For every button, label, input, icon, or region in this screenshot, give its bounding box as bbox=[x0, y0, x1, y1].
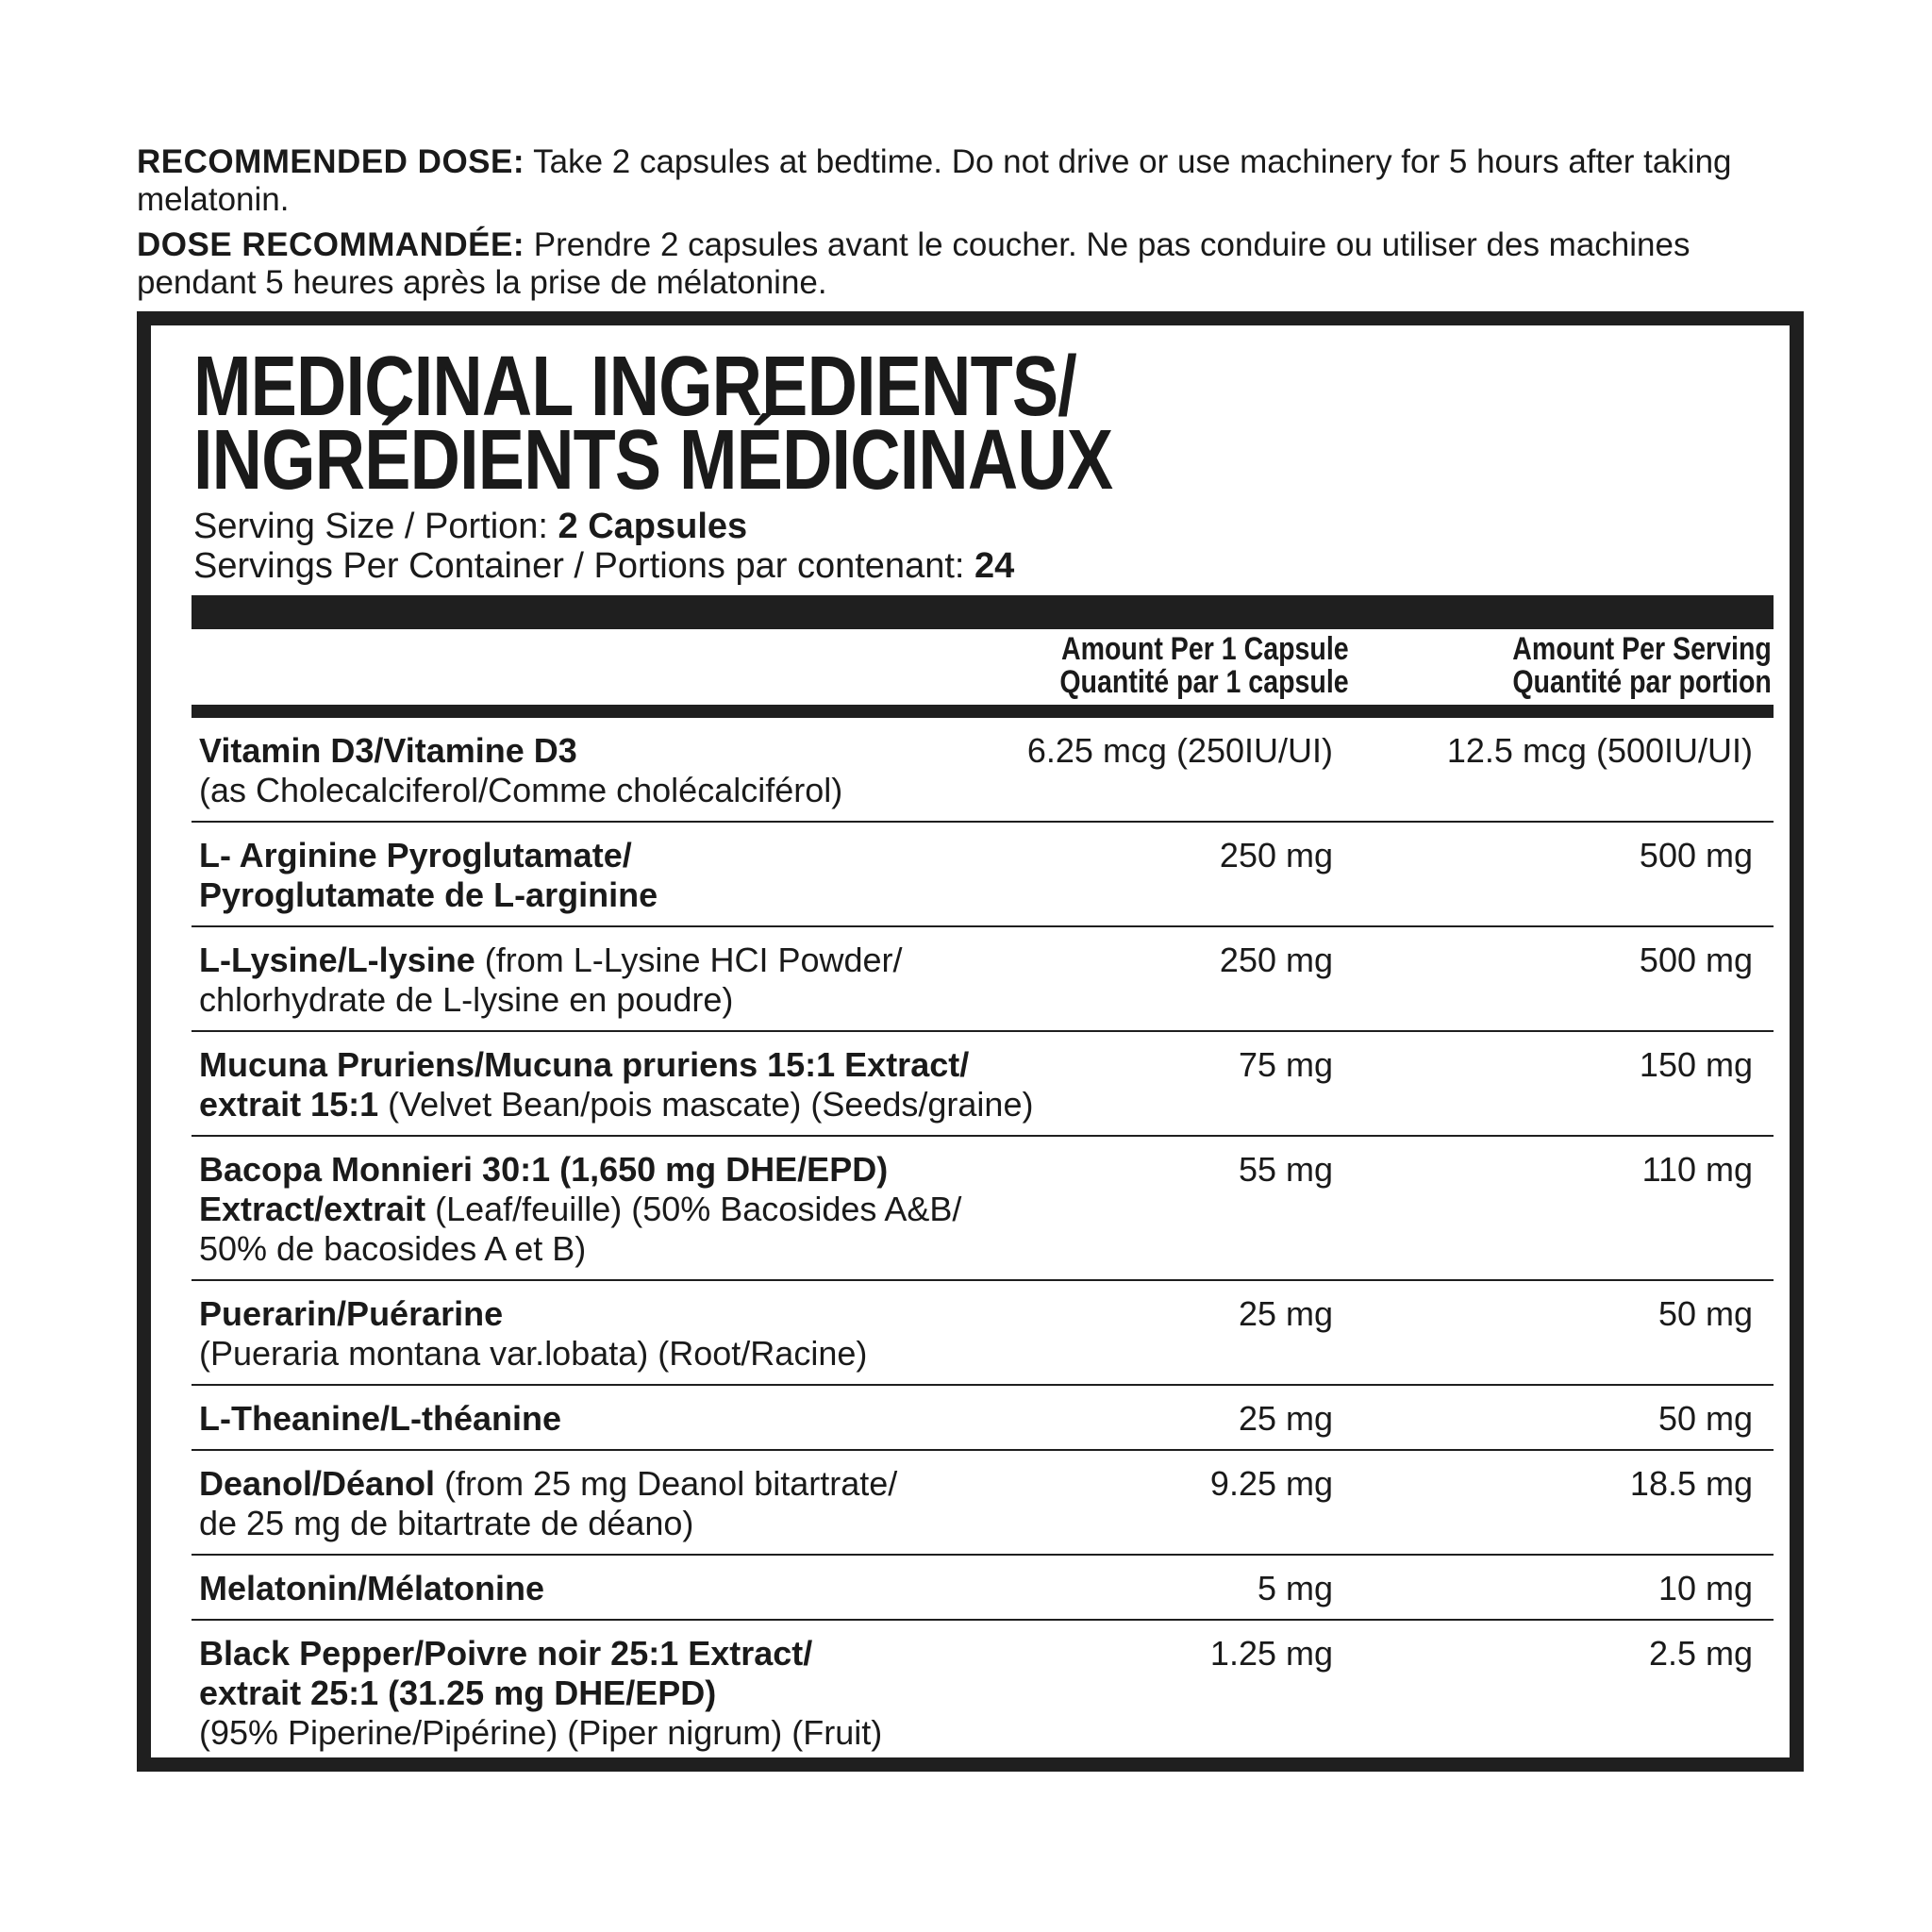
ingredient-table bbox=[192, 718, 1774, 1779]
ingredient-row bbox=[192, 1281, 1774, 1386]
ingredient-row bbox=[192, 718, 1774, 823]
ingredient-detail-line: 50% de bacosides A et B) bbox=[199, 1229, 587, 1268]
divider-bar-top bbox=[192, 595, 1774, 629]
ingredient-line bbox=[199, 1464, 897, 1504]
recommended-dose-en bbox=[137, 143, 1816, 219]
amount-per-capsule: 6.25 mcg (250IU/UI) bbox=[1026, 731, 1333, 770]
amount-per-serving: 50 mg bbox=[1657, 1399, 1753, 1438]
ingredient-name bbox=[199, 941, 903, 1020]
servings-per-container bbox=[193, 546, 1014, 586]
panel-title-line1: MEDICINAL INGREDIENTS/ bbox=[193, 340, 1076, 434]
amount-per-serving: 2.5 mg bbox=[1648, 1634, 1753, 1673]
ingredient-line bbox=[199, 1085, 1033, 1124]
ingredient-row bbox=[192, 927, 1774, 1032]
ingredient-row bbox=[192, 1032, 1774, 1137]
ingredient-detail: (from L-Lysine HCI Powder/ bbox=[475, 941, 903, 979]
ingredient-line bbox=[199, 941, 903, 980]
panel-title bbox=[193, 340, 1113, 508]
ingredient-bold: Puerarin/Puérarine bbox=[199, 1294, 504, 1333]
ingredient-name bbox=[199, 1399, 561, 1439]
ingredient-line bbox=[199, 731, 842, 771]
ingredient-detail: (Pueraria montana var.lobata) (Root/Racine) bbox=[199, 1334, 868, 1373]
ingredient-name bbox=[199, 1294, 867, 1374]
ingredient-line bbox=[199, 1504, 897, 1543]
serving-size-label: Serving Size / Portion: bbox=[193, 507, 558, 546]
medicinal-ingredients-panel bbox=[137, 311, 1804, 1772]
ingredient-detail-line: (95% Piperine/Pipérine) (Piper nigrum) (Fruit) bbox=[199, 1713, 883, 1752]
ingredient-name bbox=[199, 1045, 1033, 1124]
ingredient-bold: Bacopa Monnieri 30:1 (1,650 mg DHE/EPD) bbox=[199, 1150, 889, 1189]
ingredient-line bbox=[199, 1674, 882, 1713]
amount-per-serving: 500 mg bbox=[1639, 836, 1753, 874]
ingredient-line bbox=[199, 1569, 544, 1608]
col2-head-line2: Quantité par portion bbox=[1512, 664, 1772, 700]
amount-per-capsule: 55 mg bbox=[1238, 1150, 1333, 1189]
serving-size bbox=[193, 507, 747, 546]
col2-head-line1: Amount Per Serving bbox=[1512, 631, 1772, 667]
servings-per-label: Servings Per Container / Portions par contenant: bbox=[193, 546, 975, 586]
amount-per-capsule: 25 mg bbox=[1238, 1294, 1333, 1333]
col1-head-line1: Amount Per 1 Capsule bbox=[1061, 631, 1349, 667]
amount-per-serving: 18.5 mg bbox=[1629, 1464, 1753, 1503]
ingredient-detail: (from 25 mg Deanol bitartrate/ bbox=[435, 1464, 898, 1503]
ingredient-name bbox=[199, 1634, 882, 1753]
panel-title-line2: INGRÉDIENTS MÉDICINAUX bbox=[193, 413, 1113, 508]
ingredient-bold: Pyroglutamate de L-arginine bbox=[199, 875, 658, 914]
ingredient-detail: (Velvet Bean/pois mascate) (Seeds/graine) bbox=[378, 1085, 1034, 1124]
column-header-per-capsule bbox=[1060, 633, 1349, 699]
ingredient-line bbox=[199, 1634, 882, 1674]
amount-per-serving: 150 mg bbox=[1639, 1045, 1753, 1084]
ingredient-line bbox=[199, 771, 842, 810]
recommended-dose-fr bbox=[137, 226, 1816, 302]
ingredient-name bbox=[199, 1464, 897, 1543]
ingredient-name bbox=[199, 731, 842, 810]
dose-label-en: RECOMMENDED DOSE: bbox=[137, 143, 525, 180]
amount-per-capsule: 5 mg bbox=[1257, 1569, 1333, 1607]
amount-per-serving: 110 mg bbox=[1641, 1150, 1753, 1189]
column-header-per-serving bbox=[1512, 633, 1772, 699]
servings-per-value: 24 bbox=[974, 546, 1015, 586]
ingredient-row bbox=[192, 823, 1774, 927]
ingredient-row bbox=[192, 1386, 1774, 1451]
ingredient-detail: de 25 mg de bitartrate de déano) bbox=[199, 1504, 694, 1542]
ingredient-bold: Mucuna Pruriens/Mucuna pruriens 15:1 Extract/ bbox=[199, 1045, 970, 1084]
ingredient-line bbox=[199, 1334, 867, 1374]
ingredient-bold: Extract/extrait bbox=[199, 1190, 426, 1228]
amount-per-serving: 10 mg bbox=[1657, 1569, 1753, 1607]
amount-per-capsule: 25 mg bbox=[1238, 1399, 1333, 1438]
ingredient-row bbox=[192, 1451, 1774, 1556]
ingredient-row bbox=[192, 1621, 1774, 1779]
ingredient-row bbox=[192, 1556, 1774, 1621]
ingredient-line bbox=[199, 1294, 867, 1334]
ingredient-line bbox=[199, 1045, 1033, 1085]
ingredient-detail: chlorhydrate de L-lysine en poudre) bbox=[199, 980, 734, 1019]
ingredient-name bbox=[199, 1150, 961, 1269]
amount-per-serving: 500 mg bbox=[1639, 941, 1753, 979]
divider-bar-header bbox=[192, 705, 1774, 718]
col1-head-line2: Quantité par 1 capsule bbox=[1059, 664, 1349, 700]
dose-text-en: Take 2 capsules at bedtime. Do not drive or use machinery for 5 hours after taking melatonin. bbox=[137, 143, 1732, 218]
serving-size-value: 2 Capsules bbox=[558, 507, 748, 546]
ingredient-line bbox=[199, 1190, 961, 1229]
ingredient-bold: Melatonin/Mélatonine bbox=[199, 1569, 545, 1607]
amount-per-capsule: 75 mg bbox=[1238, 1045, 1333, 1084]
ingredient-detail: (as Cholecalciferol/Comme cholécalciférol) bbox=[199, 771, 843, 809]
ingredient-bold: extrait 25:1 (31.25 mg DHE/EPD) bbox=[199, 1674, 717, 1712]
ingredient-bold: L-Lysine/L-lysine bbox=[199, 941, 475, 979]
ingredient-bold: L- Arginine Pyroglutamate/ bbox=[199, 836, 632, 874]
ingredient-bold: extrait 15:1 bbox=[199, 1085, 379, 1124]
ingredient-name bbox=[199, 836, 658, 915]
ingredient-bold: Deanol/Déanol bbox=[199, 1464, 436, 1503]
amount-per-capsule: 1.25 mg bbox=[1209, 1634, 1333, 1673]
amount-per-capsule: 250 mg bbox=[1219, 836, 1333, 874]
ingredient-bold: Vitamin D3/Vitamine D3 bbox=[199, 731, 577, 770]
amount-per-capsule: 250 mg bbox=[1219, 941, 1333, 979]
ingredient-bold: Black Pepper/Poivre noir 25:1 Extract/ bbox=[199, 1634, 813, 1673]
ingredient-line bbox=[199, 875, 658, 915]
ingredient-name bbox=[199, 1569, 544, 1608]
ingredient-line bbox=[199, 1399, 561, 1439]
amount-per-serving: 50 mg bbox=[1657, 1294, 1753, 1333]
dose-text-fr: Prendre 2 capsules avant le coucher. Ne pas conduire ou utiliser des machines pendant 5 heures après la prise de mélatonine. bbox=[137, 226, 1690, 301]
amount-per-capsule: 9.25 mg bbox=[1209, 1464, 1333, 1503]
ingredient-line bbox=[199, 980, 903, 1020]
ingredient-row bbox=[192, 1137, 1774, 1281]
dose-label-fr: DOSE RECOMMANDÉE: bbox=[137, 226, 525, 263]
amount-per-serving: 12.5 mcg (500IU/UI) bbox=[1446, 731, 1753, 770]
ingredient-bold: L-Theanine/L-théanine bbox=[199, 1399, 562, 1438]
ingredient-detail: (Leaf/feuille) (50% Bacosides A&B/ bbox=[425, 1190, 962, 1228]
ingredient-line bbox=[199, 836, 658, 875]
ingredient-line bbox=[199, 1150, 961, 1190]
